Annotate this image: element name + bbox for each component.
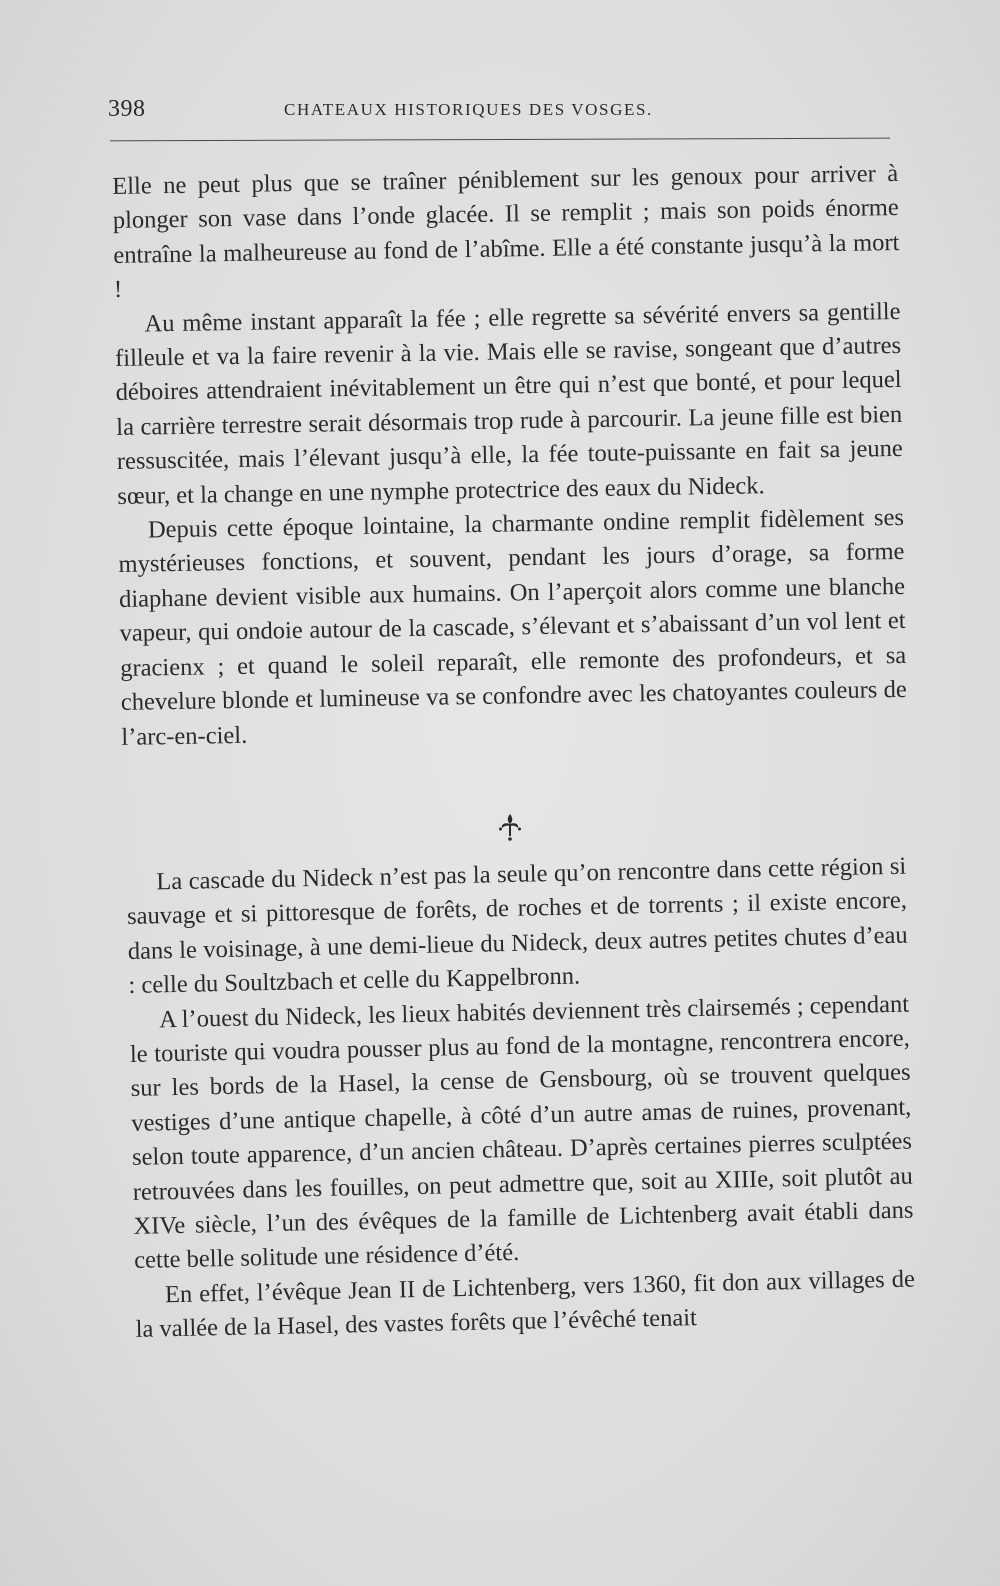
paragraph: En effet, l’évêque Jean II de Lichtenberg, vers 1360, fit don aux villages de la vallée de la Hasel, des vastes forêts que l’évêché tenait bbox=[135, 1265, 916, 1344]
page-number: 398 bbox=[108, 96, 146, 122]
fleuron-icon bbox=[498, 812, 522, 842]
text-block-top bbox=[112, 157, 908, 755]
paragraph: Au même instant apparaît la fée ; elle regrette sa sévérité envers sa gentille filleule et va la faire revenir à la vie. Mais elle se ravise, songeant que d’autres déboires attendraient inévitablement un être qui n’est que bonté, et pour lequel la carrière terrestre serait désormais trop rude à parcourir. La jeune fille est bien ressuscitée, mais l’élevant jusqu’à elle, la fée toute-puissante en fait sa jeune sœur, et la change en une nymphe protectrice des eaux du Nideck. bbox=[114, 297, 903, 510]
paragraph: Elle ne peut plus que se traîner péniblement sur les genoux pour arriver à plonger son vase dans l’onde glacée. Il se remplit ; mais son poids énorme entraîne la malheureuse au fond de l’abîme. Elle a été constante jusqu’à la mort ! bbox=[112, 159, 900, 304]
page-header bbox=[108, 96, 898, 128]
paragraph: Depuis cette époque lointaine, la charmante ondine remplit fidèlement ses mystérieuses fonctions, et souvent, pendant les jours d’orage, sa forme diaphane devient visible aux humains. On l’aperçoit alors comme une blanche vapeur, qui ondoie autour de la cascade, s’élevant et s’abaissant d’un vol lent et gracienx ; et quand le soleil reparaît, elle remonte des profondeurs, et sa chevelure blonde et lumineuse va se confondre avec les chatoyantes couleurs de l’arc-en-ciel. bbox=[118, 503, 907, 751]
text-block-bottom bbox=[126, 850, 916, 1348]
header-rule bbox=[110, 138, 890, 142]
paragraph: La cascade du Nideck n’est pas la seule qu’on rencontre dans cette région si sauvage et si pittoresque de forêts, de roches et de torrents ; il existe encore, dans le voisinage, à une demi-lieue du Nideck, deux autres petites chutes d’eau : celle du Soultzbach et celle du Kappelbronn. bbox=[126, 852, 908, 1000]
paragraph: A l’ouest du Nideck, les lieux habités deviennent très clairsemés ; cependant le touriste qui voudra pousser plus au fond de la montagne, rencontrera encore, sur les bords de la Hasel, la cense de Gensbourg, où se trouvent quelques vestiges d’une antique chapelle, à côté d’un autre amas de ruines, provenant, selon toute apparence, d’un ancien château. D’après certaines pierres sculptées retrouvées dans les fouilles, on peut admettre que, soit au XIIIe, soit plutôt au XIVe siècle, l’un des évêques de la famille de Lichtenberg avait établi dans cette belle solitude une résidence d’été. bbox=[129, 990, 914, 1275]
running-title: CHATEAUX HISTORIQUES DES VOSGES. bbox=[284, 100, 653, 119]
